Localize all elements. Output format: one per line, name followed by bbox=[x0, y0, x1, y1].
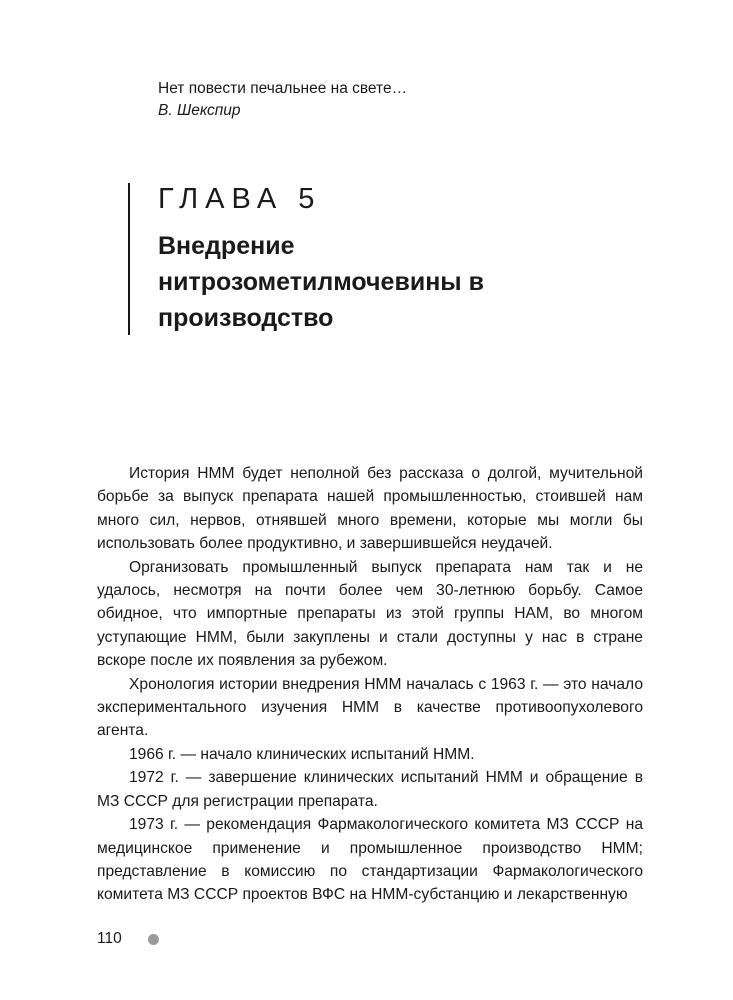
paragraph: 1973 г. — рекомендация Фармакологического комитета МЗ СССР на медицинское применение и промышленное производство НММ; представление в комиссию по стандартизации Фармакологического комитета МЗ СССР проектов ВФС на НММ-субстанцию и лекарственную bbox=[97, 816, 643, 904]
paragraph: Хронология истории внедрения НММ началась с 1963 г. — это начало экспериментального изучения НММ в качестве противоопухолевого агента. bbox=[97, 675, 643, 740]
chapter-title: Внедрение нитрозометилмочевины в производство bbox=[158, 232, 484, 332]
paragraph: 1972 г. — завершение клинических испытаний НММ и обращение в МЗ СССР для регистрации препарата. bbox=[97, 769, 643, 810]
paragraph: 1966 г. — начало клинических испытаний НММ. bbox=[129, 745, 475, 763]
chapter-label: ГЛАВА 5 bbox=[158, 183, 322, 215]
chapter-vertical-rule bbox=[128, 183, 130, 335]
epigraph bbox=[158, 78, 407, 122]
folio-dot-icon bbox=[148, 934, 159, 945]
page-number: 110 bbox=[97, 930, 122, 947]
paragraph: Организовать промышленный выпуск препарата нам так и не удалось, несмотря на почти более чем 30-летнюю борьбу. Самое обидное, что импортные препараты из этой группы НАМ, во многом уступающие НММ, были закуплены и стали доступны у нас в стране вскоре после их появления за рубежом. bbox=[97, 558, 643, 670]
epigraph-author: В. Шекспир bbox=[158, 102, 241, 119]
epigraph-quote: Нет повести печальнее на свете… bbox=[158, 80, 408, 97]
body-text bbox=[97, 462, 643, 907]
paragraph: История НММ будет неполной без рассказа о долгой, мучительной борьбе за выпуск препарата нашей промышленностью, стоившей нам много сил, нервов, отнявшей много времени, которые мы могли бы использовать более продуктивно, и завершившейся неудачей. bbox=[97, 465, 643, 553]
